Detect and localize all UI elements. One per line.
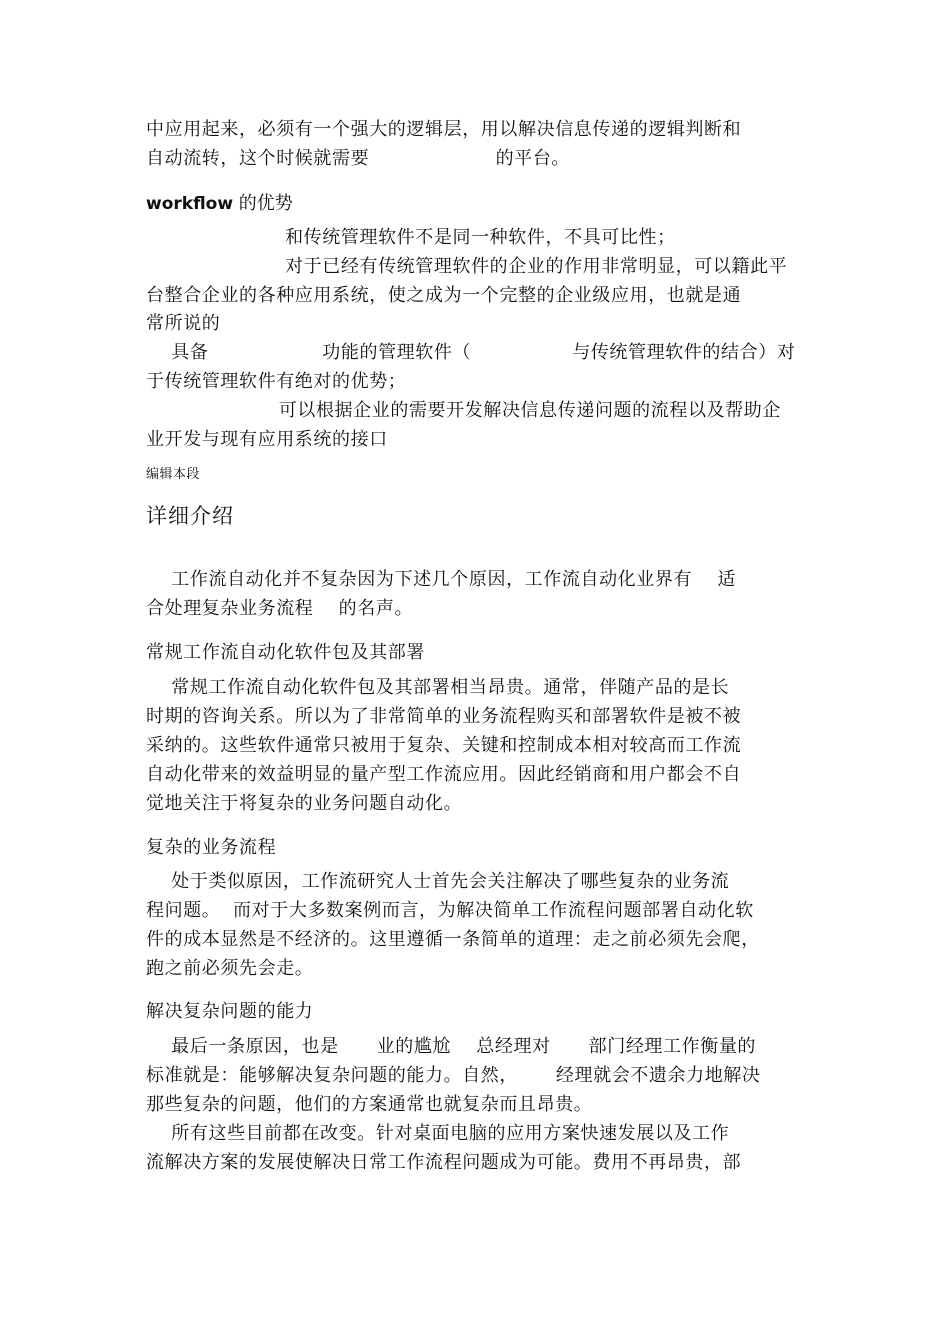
- advantages-line-3: 台整合企业的各种应用系统，使之成为一个完整的企业级应用，也就是通: [146, 285, 742, 306]
- detail-line-1: 工作流自动化并不复杂因为下述几个原因，工作流自动化业界有 适: [146, 569, 736, 590]
- section-2-line-4: 跑之前必须先会走。: [146, 958, 314, 979]
- advantages-heading-rest: 的优势: [233, 193, 293, 214]
- section-2-title: 复杂的业务流程: [146, 837, 277, 858]
- section-1-line-1: 常规工作流自动化软件包及其部署相当昂贵。通常，伴随产品的是长: [146, 677, 730, 698]
- section-1-line-5: 觉地关注于将复杂的业务问题自动化。: [146, 793, 463, 814]
- intro-line-2: 自动流转，这个时候就需要 的平台。: [146, 148, 571, 169]
- detail-line-2: 合处理复杂业务流程 的名声。: [146, 598, 414, 619]
- section-2-line-2: 程问题。 而对于大多数案例而言，为解决简单工作流程问题部署自动化软: [146, 900, 754, 921]
- section-1-title: 常规工作流自动化软件包及其部署: [146, 642, 425, 663]
- advantages-line-8: 业开发与现有应用系统的接口: [146, 429, 388, 450]
- section-1-line-3: 采纳的。这些软件通常只被用于复杂、关键和控制成本相对较高而工作流: [146, 735, 742, 756]
- advantages-heading-bold: workflow: [146, 194, 234, 214]
- intro-line-1: 中应用起来，必须有一个强大的逻辑层，用以解决信息传递的逻辑判断和: [146, 119, 742, 140]
- advantages-line-6: 于传统管理软件有绝对的优势；: [146, 371, 407, 392]
- section-2-line-1: 处于类似原因，工作流研究人士首先会关注解决了哪些复杂的业务流: [146, 871, 730, 892]
- section-3-line-5: 流解决方案的发展使解决日常工作流程问题成为可能。费用不再昂贵，部: [146, 1152, 742, 1173]
- advantages-line-1: 和传统管理软件不是同一种软件，不具可比性；: [146, 227, 676, 248]
- section-3-title: 解决复杂问题的能力: [146, 1001, 314, 1022]
- detail-title: 详细介绍: [146, 504, 234, 528]
- section-3-line-4: 所有这些目前都在改变。针对桌面电脑的应用方案快速发展以及工作: [146, 1123, 730, 1144]
- section-3-line-3: 那些复杂的问题，他们的方案通常也就复杂而且昂贵。: [146, 1094, 593, 1115]
- advantages-line-2: 对于已经有传统管理软件的企业的作用非常明显，可以籍此平: [146, 256, 788, 277]
- advantages-line-5: 具备 功能的管理软件（ 与传统管理软件的结合）对: [146, 342, 796, 363]
- advantages-heading: [146, 193, 293, 215]
- section-1-line-2: 时期的咨询关系。所以为了非常简单的业务流程购买和部署软件是被不被: [146, 706, 742, 727]
- edit-section-link[interactable]: 编辑本段: [146, 467, 201, 482]
- advantages-line-4: 常所说的: [146, 313, 221, 334]
- advantages-line-7: 可以根据企业的需要开发解决信息传递问题的流程以及帮助企: [146, 400, 781, 421]
- section-2-line-3: 件的成本显然是不经济的。这里遵循一条简单的道理：走之前必须先会爬，: [146, 929, 760, 950]
- section-3-line-2: 标准就是：能够解决复杂问题的能力。自然， 经理就会不遗余力地解决: [146, 1065, 761, 1086]
- section-1-line-4: 自动化带来的效益明显的量产型工作流应用。因此经销商和用户都会不自: [146, 764, 742, 785]
- section-3-line-1: 最后一条原因，也是 业的尴尬 总经理对 部门经理工作衡量的: [146, 1036, 757, 1057]
